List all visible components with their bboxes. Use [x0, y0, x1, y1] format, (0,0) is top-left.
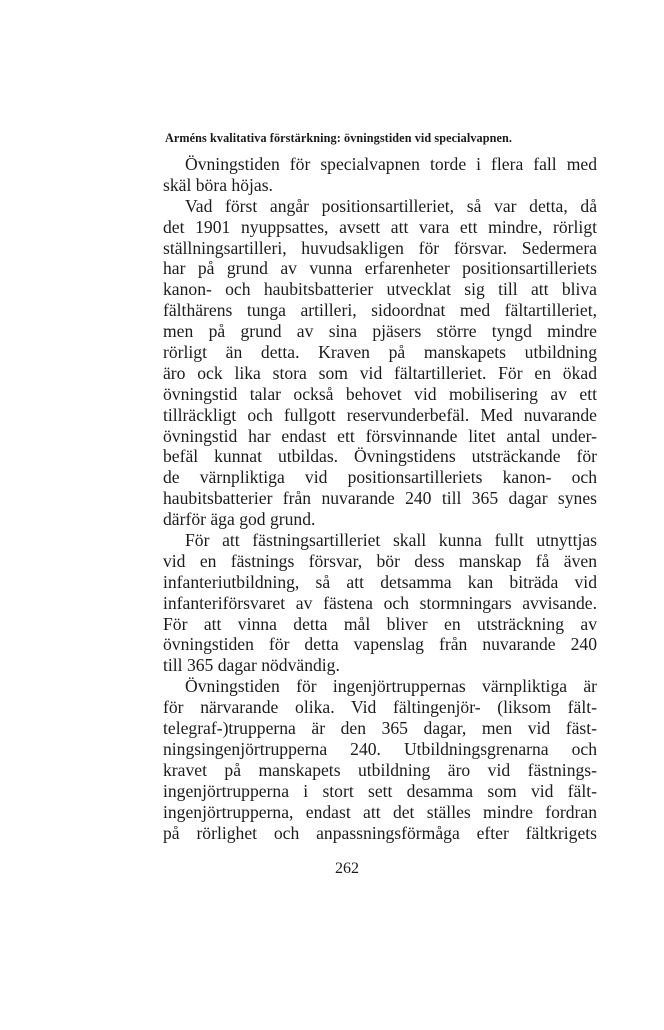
text-line: till 365 dagar nödvändig.	[163, 655, 340, 676]
text-line: det 1901 nyuppsattes, avsett att vara ett mindre, rörligt	[163, 216, 597, 237]
text-line: vid en fästnings försvar, bör dess manskap få även	[163, 550, 597, 571]
text-line: övningstiden för detta vapenslag från nuvarande 240	[163, 634, 597, 655]
text-line: haubitsbatterier från nuvarande 240 till 365 dagar synes	[163, 488, 597, 509]
text-line: Övningstiden för specialvapnen torde i flera fall med	[185, 154, 597, 174]
page-number: 262	[335, 860, 359, 877]
text-line: har på grund av vunna erfarenheter positionsartilleriets	[163, 258, 597, 279]
text-line: ingenjörtrupperna i stort sett desamma som vid fält-	[163, 780, 597, 801]
text-line: rörligt än detta. Kraven på manskapets utbildning	[163, 342, 597, 363]
text-line: Vad först angår positionsartilleriet, så var detta, då	[185, 195, 597, 216]
text-line: därför äga god grund.	[163, 509, 316, 530]
body-text	[163, 154, 597, 843]
text-line: äro ock lika stora som vid fältartilleriet. För en ökad	[163, 362, 597, 383]
text-line: Övningstiden för ingenjörtruppernas värnpliktiga är	[185, 676, 597, 697]
text-line: övningstid talar också behovet vid mobilisering av ett	[163, 383, 597, 404]
text-line: övningstid har endast ett försvinnande litet antal under-	[163, 425, 597, 446]
text-line: kanon- och haubitsbatterier utvecklat sig till att bliva	[163, 279, 597, 300]
text-line: på rörlighet och anpassningsförmåga efter fältkrigets	[163, 822, 597, 843]
text-line: ställningsartilleri, huvudsakligen för försvar. Sedermera	[163, 237, 597, 258]
text-line: men på grund av sina pjäsers större tyngd mindre	[163, 321, 597, 342]
text-line: befäl kunnat utbildas. Övningstidens utsträckande för	[163, 446, 597, 467]
text-line: fälthärens tunga artilleri, sidoordnat med fältartilleriet,	[163, 300, 597, 321]
text-line: För att fästningsartilleriet skall kunna fullt utnyttjas	[185, 530, 597, 551]
text-line: För att vinna detta mål bliver en utsträckning av	[163, 613, 597, 634]
text-line: telegraf-)trupperna är den 365 dagar, men vid fäst-	[163, 718, 597, 739]
text-line: tillräckligt och fullgott reservunderbefäl. Med nuvarande	[163, 404, 597, 425]
text-line: ingenjörtrupperna, endast att det ställes mindre fordran	[163, 801, 597, 822]
text-line: kravet på manskapets utbildning äro vid fästnings-	[163, 759, 597, 780]
text-line: de värnpliktiga vid positionsartilleriets kanon- och	[163, 467, 597, 488]
text-line: skäl böra höjas.	[163, 174, 273, 195]
text-line: infanteriförsvaret av fästena och stormningars avvisande.	[163, 592, 597, 613]
text-line: för närvarande olika. Vid fältingenjör- (liksom fält-	[163, 697, 597, 718]
running-head: Arméns kvalitativa förstärkning: övningstiden vid specialvapnen.	[165, 131, 513, 145]
text-line: infanteriutbildning, så att detsamma kan biträda vid	[163, 571, 597, 592]
text-line: ningsingenjörtrupperna 240. Utbildningsgrenarna och	[163, 738, 597, 759]
